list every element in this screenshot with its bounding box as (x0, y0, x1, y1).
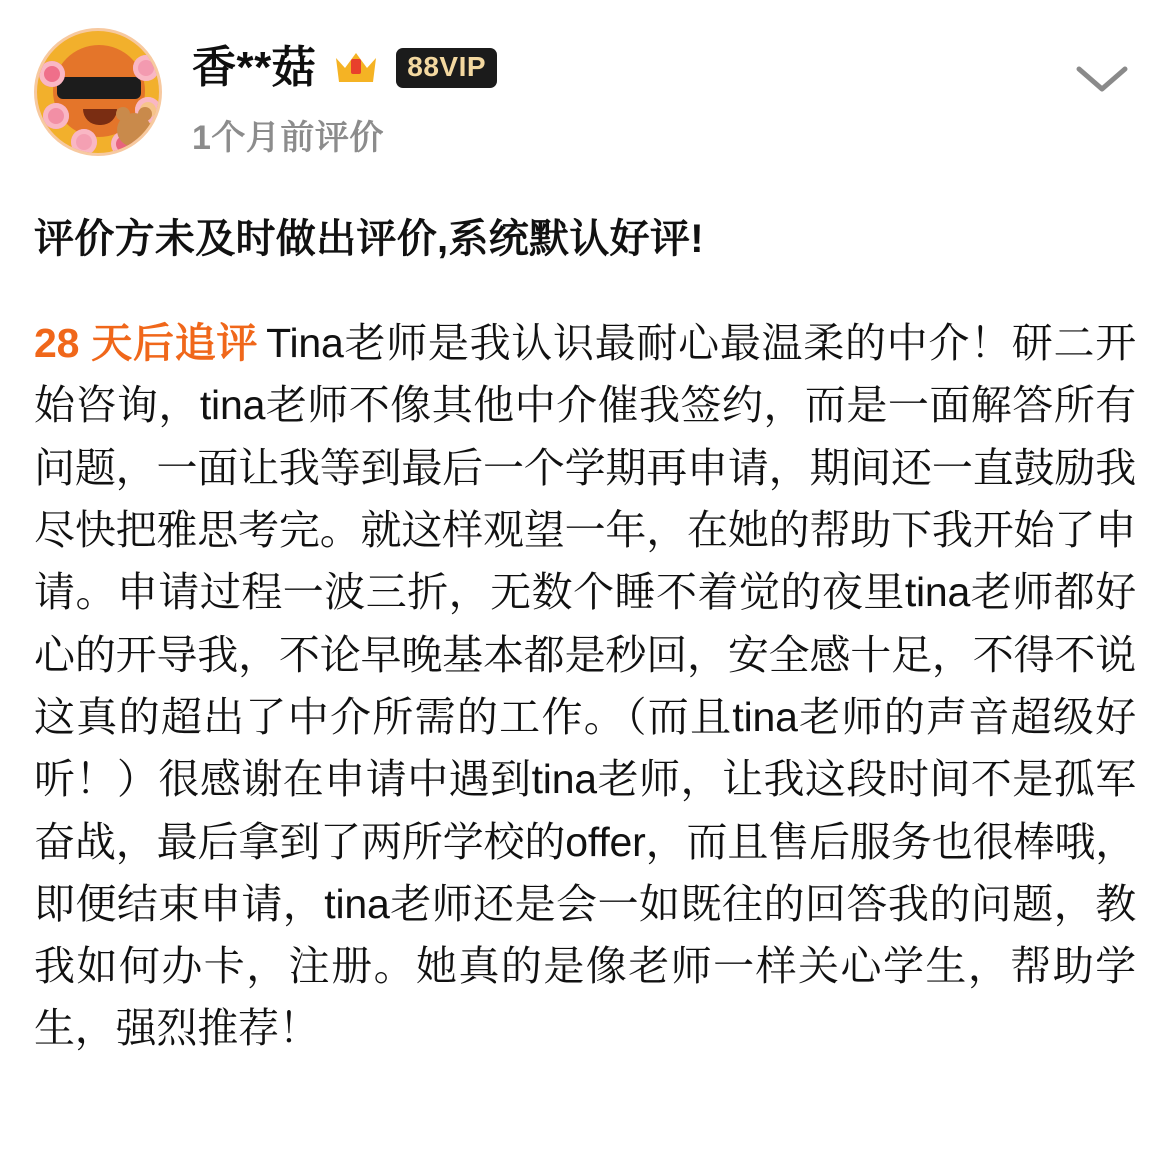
review-header-text (192, 28, 1136, 159)
vip-badge: 88VIP (396, 48, 497, 88)
chevron-down-icon[interactable] (1074, 62, 1130, 96)
review-header (34, 28, 1136, 168)
avatar-sunglasses-icon (57, 77, 141, 99)
avatar[interactable] (34, 28, 162, 156)
crown-icon (332, 48, 380, 88)
avatar-flower-icon (133, 55, 159, 81)
first-comment-text: 评价方未及时做出评价,系统默认好评! (34, 217, 704, 261)
append-review-block (34, 312, 1136, 1060)
avatar-flower-icon (71, 129, 97, 155)
user-name: 香**菇 (192, 43, 317, 92)
review-time: 1个月前评价 (192, 119, 384, 158)
append-review-text: Tina老师是我认识最耐心最温柔的中介！研二开始咨询，tina老师不像其他中介催我签约，而是一面解答所有问题，一面让我等到最后一个学期再申请，期间还一直鼓励我尽快把雅思考完。就这样观望一年，在她的帮助下我开始了申请。申请过程一波三折，无数个睡不着觉的夜里tina老师都好心的开导我，不论早晚基本都是秒回，安全感十足，不得不说这真的超出了中介所需的工作。（而且tina老师的声音超级好听！）很感谢在申请中遇到tina老师，让我这段时间不是孤军奋战，最后拿到了两所学校的offer，而且售后服务也很棒哦，即便结束申请，tina老师还是会一如既往的回答我的问题，教我如何办卡，注册。她真的是像老师一样关心学生，帮助学生，强烈推荐！ (34, 320, 1136, 1052)
avatar-flower-icon (43, 103, 69, 129)
avatar-flower-icon (39, 61, 65, 87)
avatar-bear-icon (117, 113, 151, 147)
append-review-label: 28 天后追评 (34, 320, 259, 366)
user-name-row (192, 44, 1136, 92)
